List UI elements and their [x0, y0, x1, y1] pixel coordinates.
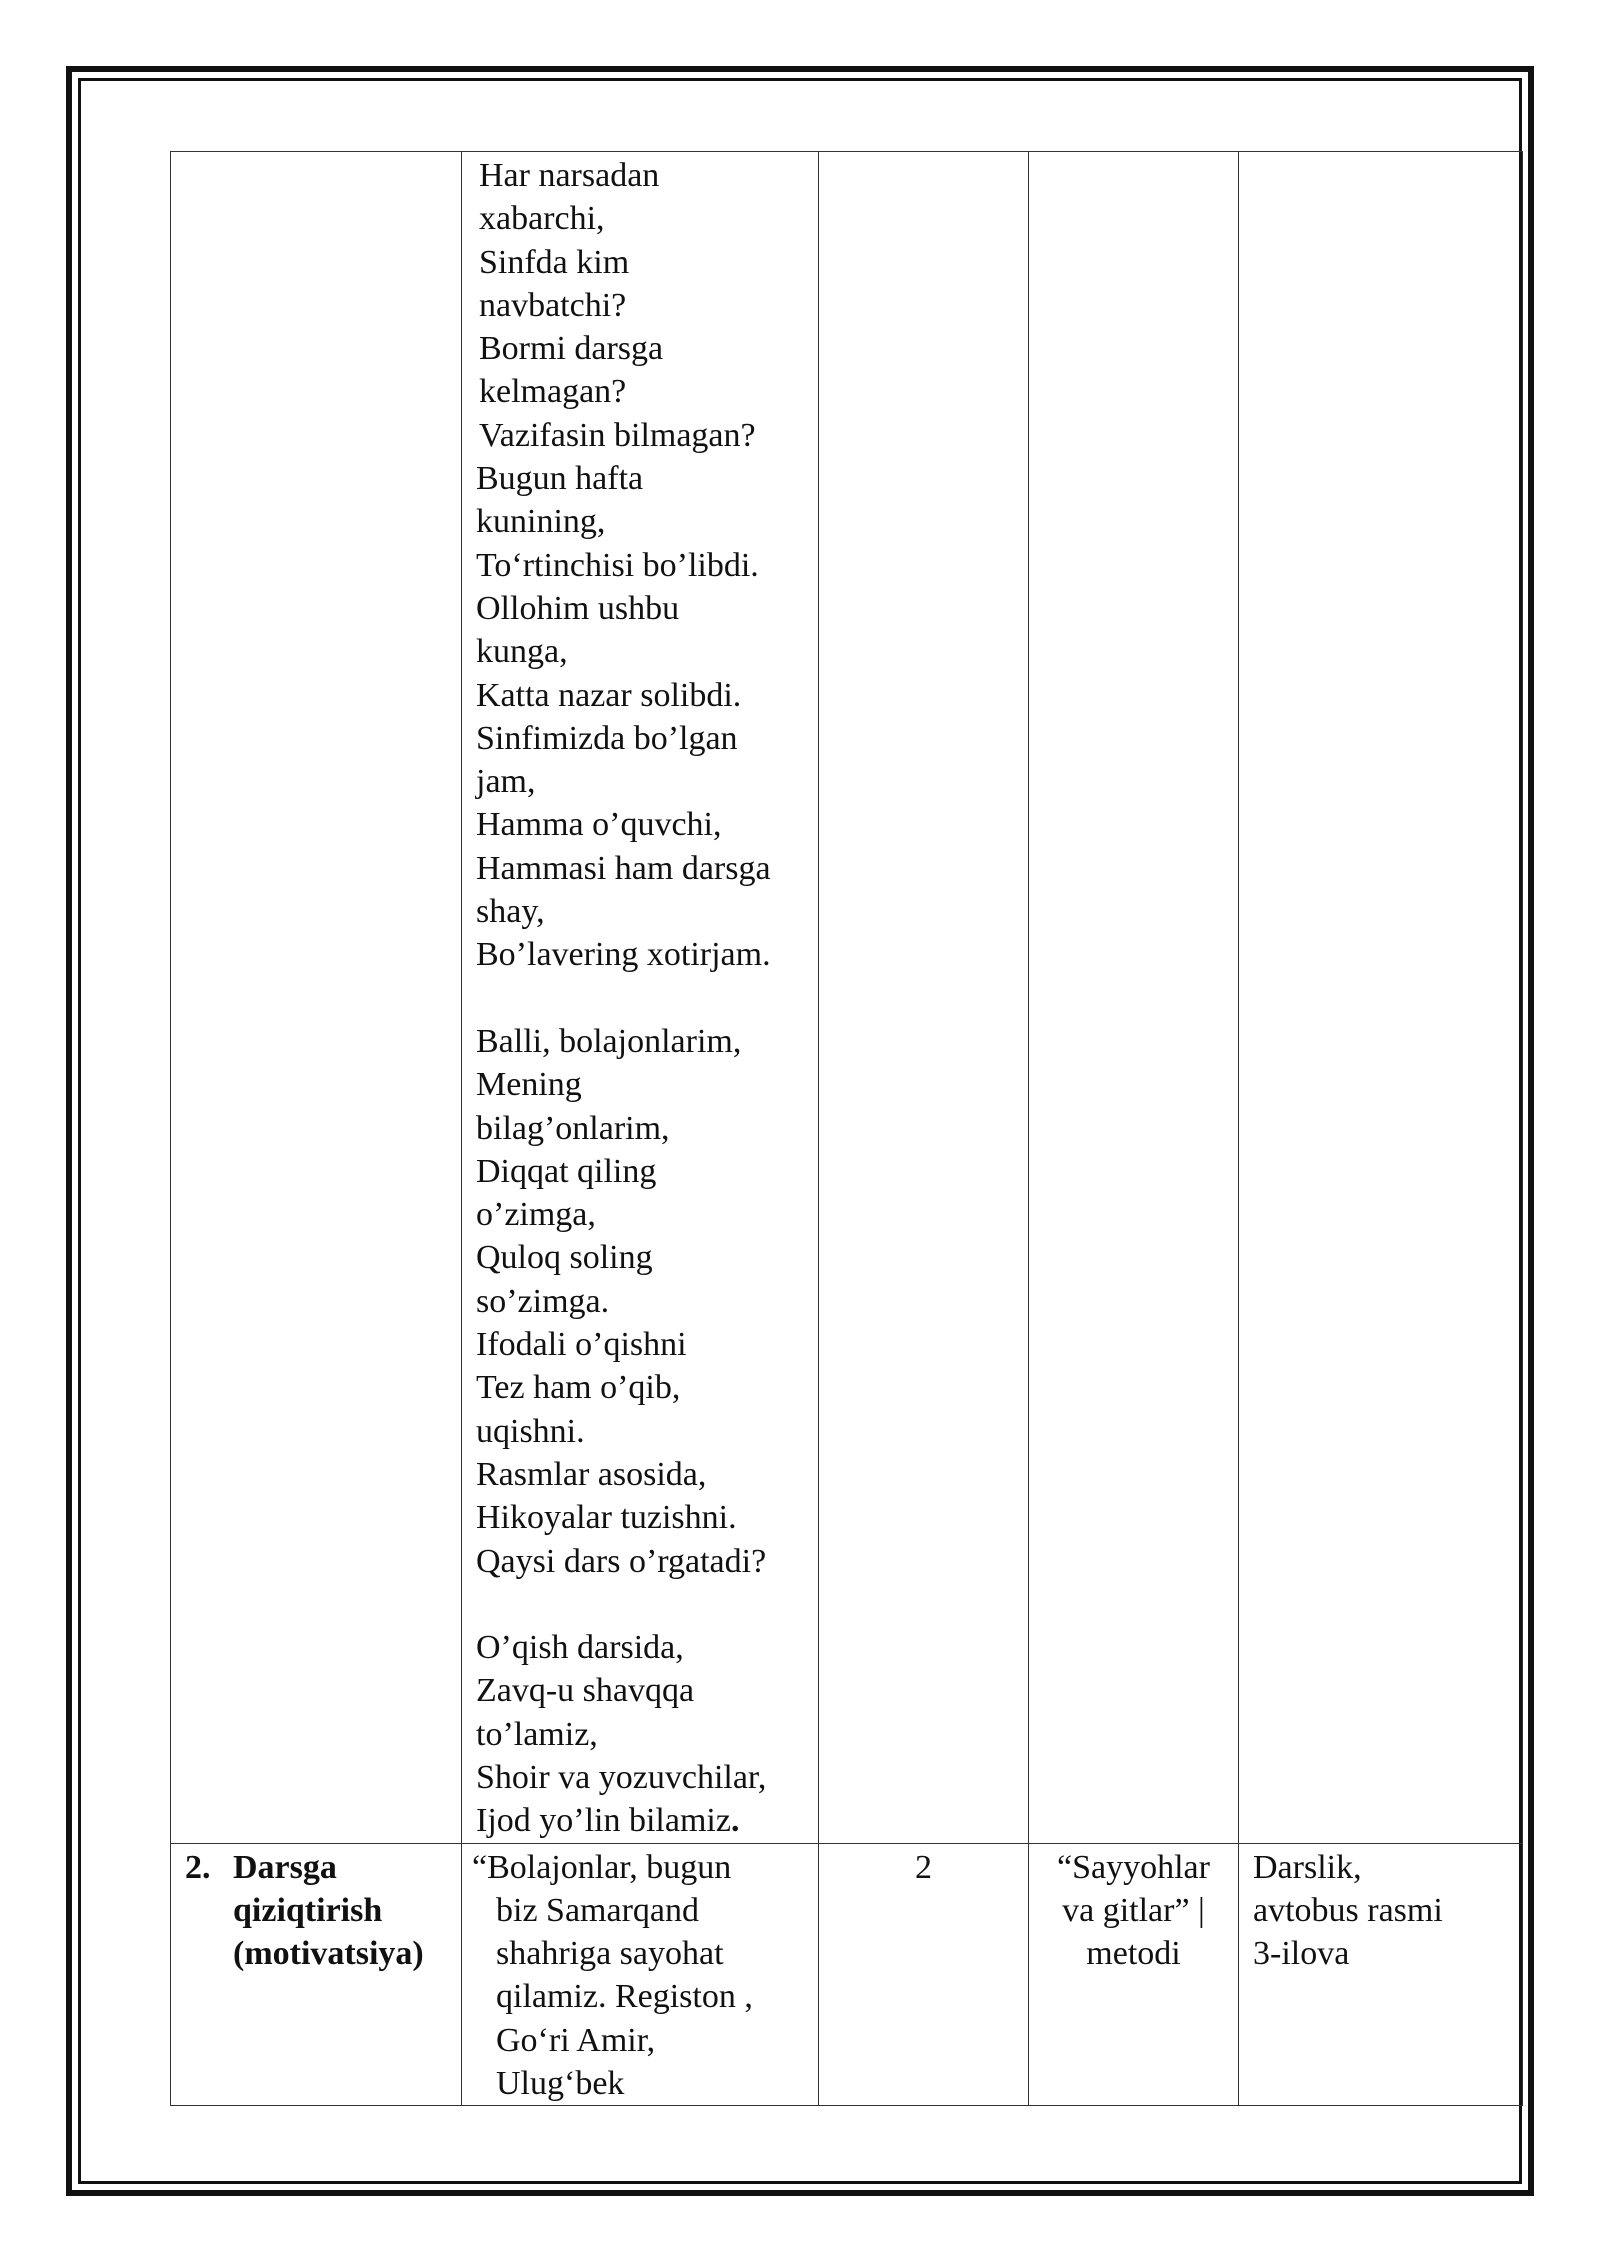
time-cell-empty	[819, 152, 1029, 1844]
stage-cell-empty	[171, 152, 462, 1844]
poem-line: Shoir va yozuvchilar,	[476, 1758, 767, 1796]
stage-title	[233, 1846, 424, 1976]
table-row	[171, 1843, 1523, 2106]
description-cell	[462, 1843, 819, 2106]
poem-line: Hammasi ham darsga	[476, 849, 771, 887]
poem-line: Har narsadan	[479, 157, 660, 194]
poem-line: Rasmlar asosida,	[476, 1455, 707, 1493]
poem-line: Bormi darsga	[479, 330, 664, 368]
poem-line: Quloq soling	[476, 1239, 653, 1277]
stanza-gap	[476, 1583, 810, 1626]
poem-line: Katta nazar solibdi.	[476, 676, 742, 714]
lesson-plan-table	[170, 151, 1523, 2106]
poem-line: O’qish darsida,	[476, 1629, 684, 1667]
poem-line: o’zimga,	[476, 1196, 596, 1234]
poem-end-period: .	[730, 1802, 740, 1840]
stanza-gap	[476, 977, 810, 1020]
resource-line: Darslik,	[1253, 1848, 1362, 1886]
description-line: Ulug‘bek	[496, 2065, 625, 2103]
resource-line: avtobus rasmi	[1253, 1891, 1443, 1929]
poem-line: Sinfimizda bo’lgan	[476, 719, 738, 757]
resource-line: 3-ilova	[1253, 1935, 1350, 1973]
poem-line: Hamma o’quvchi,	[476, 806, 722, 844]
poem-line: Ifodali o’qishni	[476, 1326, 687, 1364]
poem-cell	[462, 152, 819, 1844]
poem-line: Bo’lavering xotirjam.	[476, 936, 771, 974]
table-row	[171, 152, 1523, 1844]
resources-cell	[1239, 1843, 1523, 2106]
description-line: biz Samarqand	[496, 1891, 699, 1929]
poem-line-text: Ijod yo’lin bilamiz	[476, 1802, 731, 1840]
poem-line: Qaysi dars o’rgatadi?	[476, 1542, 767, 1580]
poem-line: kelmagan?	[479, 373, 627, 411]
poem-line	[476, 1799, 810, 1842]
poem-line: Mening	[476, 1066, 582, 1104]
poem-line: Tez ham o’qib,	[476, 1369, 681, 1407]
time-cell	[819, 1843, 1029, 2106]
resources-cell-empty	[1239, 152, 1523, 1844]
description-line: Go‘ri Amir,	[496, 2021, 656, 2059]
stage-number: 2.	[185, 1848, 211, 1886]
method-cell-empty	[1029, 152, 1239, 1844]
stage-title-line: qiziqtirish	[233, 1891, 383, 1929]
poem-line: navbatchi?	[479, 286, 627, 324]
poem-line: uqishni.	[476, 1412, 585, 1450]
poem-line: kunga,	[476, 633, 568, 671]
description-line: qilamiz. Registon ,	[496, 1978, 753, 2016]
poem-line: Bugun hafta	[476, 460, 644, 498]
poem-line: Sinfda kim	[479, 243, 630, 281]
method-line: va gitlar” |	[1062, 1891, 1205, 1929]
poem-line: Zavq-u shavqqa	[476, 1672, 695, 1710]
poem-line: so’zimga.	[476, 1282, 610, 1320]
poem-line: Balli, bolajonlarim,	[476, 1022, 742, 1060]
poem-line: jam,	[476, 763, 536, 801]
method-cell	[1029, 1843, 1239, 2106]
stage-cell	[171, 1843, 462, 2106]
poem-line: Vazifasin bilmagan?	[479, 416, 756, 454]
description-line: “Bolajonlar, bugun	[472, 1848, 732, 1886]
poem-line: shay,	[476, 893, 545, 931]
poem-line: bilag’onlarim,	[476, 1109, 670, 1147]
time-value: 2	[915, 1848, 932, 1886]
stage-title-line: (motivatsiya)	[233, 1935, 424, 1973]
poem-line: Ollohim ushbu	[476, 589, 680, 627]
poem-line: to’lamiz,	[476, 1715, 598, 1753]
method-line: metodi	[1086, 1935, 1181, 1973]
poem-line: xabarchi,	[479, 200, 605, 238]
poem-line: Hikoyalar tuzishni.	[476, 1499, 737, 1537]
description-line: shahriga sayohat	[496, 1935, 724, 1973]
method-line: “Sayyohlar	[1057, 1848, 1210, 1886]
stage-title-line: Darsga	[233, 1848, 337, 1886]
poem-line: kunining,	[476, 503, 606, 541]
poem-line: To‘rtinchisi bo’libdi.	[476, 546, 759, 584]
poem-line: Diqqat qiling	[476, 1152, 657, 1190]
